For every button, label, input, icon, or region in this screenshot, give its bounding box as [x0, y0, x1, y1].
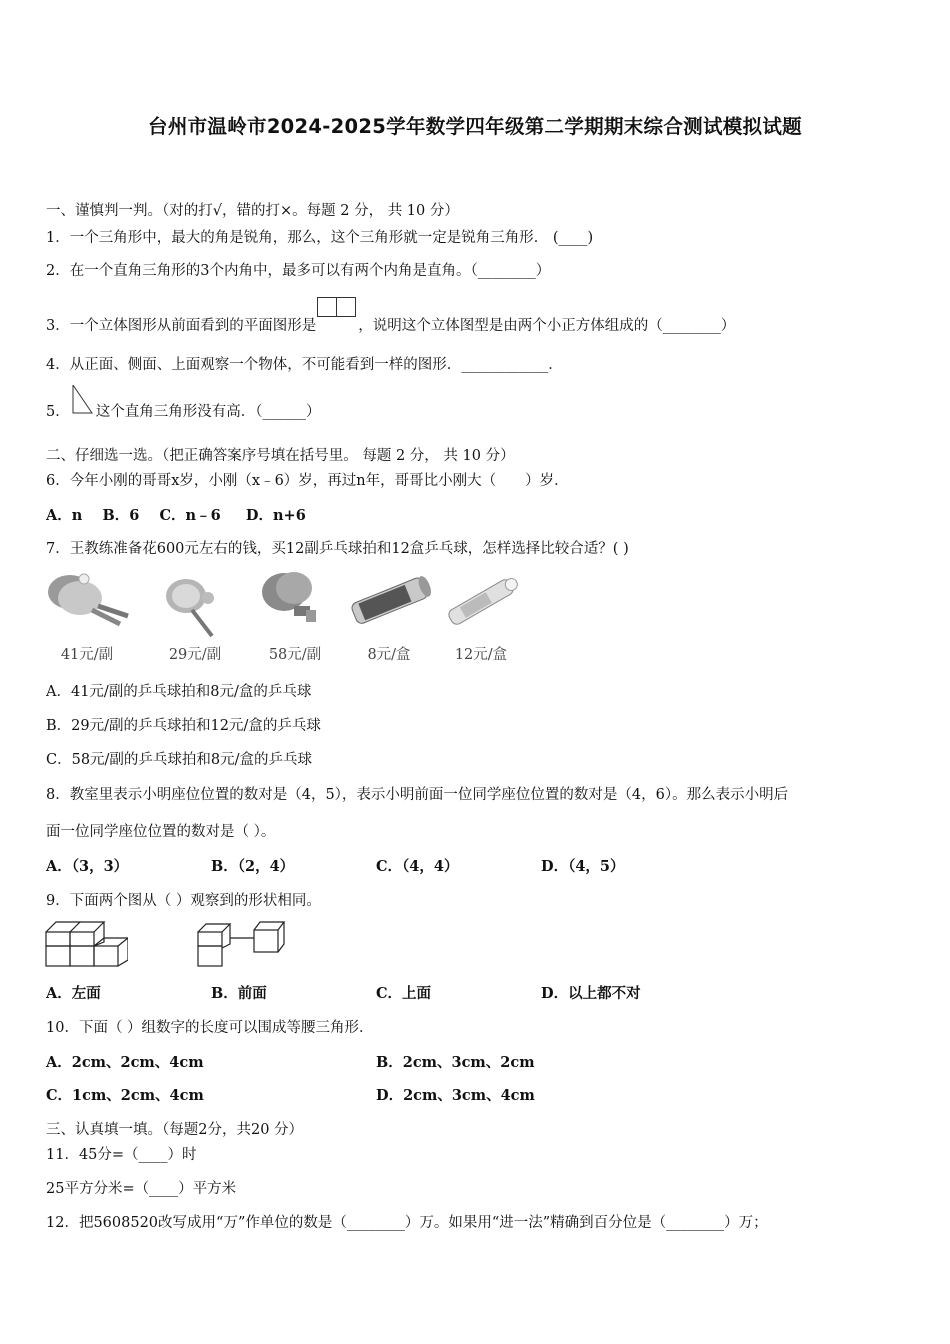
question-7: 7．王教练准备花600元左右的钱，买12副乒乓球拍和12盒乒乓球，怎样选择比较合适？( )	[46, 541, 629, 557]
question-8-option-c: C．（4，4）	[376, 858, 459, 875]
question-8-option-a: A．（3，3）	[46, 858, 129, 875]
question-8-line-2: 面一位同学座位位置的数对是（ ）。	[46, 824, 276, 840]
paddle-pair-icon	[42, 566, 132, 638]
question-3-text-a: 3．一个立体图形从前面看到的平面图形是	[46, 318, 317, 334]
question-8-line-1: 8．教室里表示小明座位位置的数对是（4，5），表示小明前面一位同学座位位置的数对是（4，6）。那么表示小明后	[46, 787, 789, 803]
question-2: 2．在一个直角三角形的3个内角中，最多可以有两个内角是直角。（________）	[46, 263, 551, 279]
question-1: 1．一个三角形中，最大的角是锐角，那么，这个三角形就一定是锐角三角形． (____)	[46, 230, 594, 246]
question-9: 9．下面两个图从（ ）观察到的形状相同。	[46, 893, 321, 909]
question-10-option-a: A．2cm、2cm、4cm	[46, 1054, 204, 1071]
cube-figure-2	[196, 920, 292, 968]
question-5-number: 5．	[46, 404, 70, 420]
question-11-b: 25平方分米=（____）平方米	[46, 1181, 237, 1197]
question-9-option-b: B．前面	[211, 985, 267, 1002]
product-price: 58元/副	[268, 647, 322, 663]
question-5	[46, 399, 320, 422]
question-4: 4．从正面、侧面、上面观察一个物体，不可能看到一样的图形．____________．	[46, 357, 563, 373]
product-images	[42, 566, 522, 666]
question-7-option-b: B．29元/副的乒乓球拍和12元/盒的乒乓球	[46, 718, 321, 734]
paddle-net-icon	[150, 566, 240, 638]
question-7-option-c: C．58元/副的乒乓球拍和8元/盒的乒乓球	[46, 752, 313, 768]
product-item	[344, 566, 434, 666]
question-11-a: 11．45分=（____）时	[46, 1147, 197, 1163]
question-3-text-b: ，说明这个立体图型是由两个小正方体组成的（________）	[358, 318, 736, 334]
product-price: 41元/副	[60, 647, 114, 663]
section-2-heading: 二、仔细选一选。（把正确答案序号填在括号里。 每题 2 分， 共 10 分）	[46, 448, 515, 464]
question-12: 12．把5608520改写成用“万”作单位的数是（________）万。如果用“进一法”精确到百分位是（________）万；	[46, 1215, 768, 1231]
ball-tube-icon	[344, 566, 434, 638]
question-9-option-a: A．左面	[46, 985, 101, 1002]
paddle-red-icon	[250, 566, 340, 638]
page-title: 台州市温岭市2024-2025学年数学四年级第二学期期末综合测试模拟试题	[148, 115, 802, 138]
right-triangle-icon	[70, 399, 96, 419]
product-item	[250, 566, 340, 666]
section-1-heading: 一、谨慎判一判。（对的打√，错的打×。每题 2 分， 共 10 分）	[46, 203, 459, 219]
question-6: 6．今年小刚的哥哥x岁，小刚（x﹣6）岁，再过n年，哥哥比小刚大（ ）岁．	[46, 473, 569, 489]
question-8-option-d: D．（4，5）	[541, 858, 625, 875]
question-6-options: A．n B．6 C．n﹣6 D．n+6	[46, 507, 306, 524]
cube-figure-1	[44, 920, 128, 968]
ball-tube-open-icon	[436, 566, 526, 638]
product-price: 8元/盒	[367, 647, 411, 663]
two-squares-figure	[316, 308, 358, 332]
product-item	[150, 566, 240, 666]
product-item	[42, 566, 132, 666]
product-price: 12元/盒	[454, 647, 508, 663]
product-item	[436, 566, 526, 666]
question-10-option-d: D．2cm、3cm、4cm	[376, 1087, 535, 1104]
question-7-option-a: A．41元/副的乒乓球拍和8元/盒的乒乓球	[46, 684, 312, 700]
question-10: 10．下面（ ）组数字的长度可以围成等腰三角形．	[46, 1020, 374, 1036]
question-8-option-b: B．（2，4）	[211, 858, 295, 875]
product-price: 29元/副	[168, 647, 222, 663]
section-3-heading: 三、认真填一填。（每题2分，共20 分）	[46, 1122, 304, 1138]
question-10-option-c: C．1cm、2cm、4cm	[46, 1087, 204, 1104]
question-9-option-c: C．上面	[376, 985, 432, 1002]
question-9-option-d: D．以上都不对	[541, 985, 641, 1002]
question-3	[46, 308, 735, 336]
question-5-text: 这个直角三角形没有高．（______）	[95, 404, 321, 420]
question-10-option-b: B．2cm、3cm、2cm	[376, 1054, 535, 1071]
